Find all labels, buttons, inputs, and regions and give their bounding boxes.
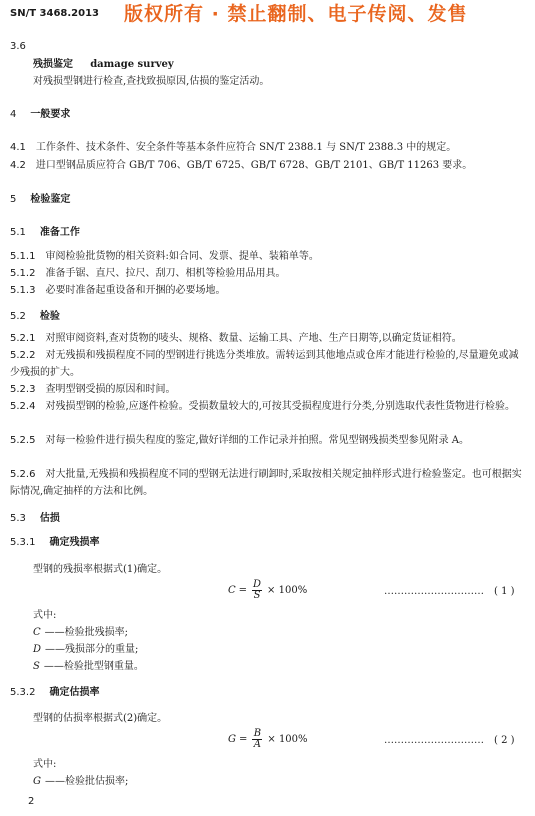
section-5-heading: 5 检验鉴定 bbox=[10, 194, 71, 205]
formula-1-label: ( 1 ) bbox=[494, 586, 515, 597]
formula-2-label: ( 2 ) bbox=[494, 735, 515, 746]
formula-1-intro: 型钢的残损率根据式(1)确定。 bbox=[33, 564, 168, 575]
term-entry bbox=[33, 60, 174, 70]
clause-5-1-2: 5.1.2 准备手锯、直尺、拉尺、刮刀、相机等检验用品用具。 bbox=[10, 268, 286, 279]
clause-5-2-2: 5.2.2 对无残损和残损程度不同的型钢进行挑选分类堆放。需转运到其他地点或仓库才能进行检验的,尽量避免或减少残损的扩大。 bbox=[10, 350, 519, 378]
formula-1-var-c: C ——检验批残损率; bbox=[33, 627, 129, 638]
section-5-1-heading: 5.1 准备工作 bbox=[10, 227, 80, 238]
term-en: damage survey bbox=[90, 59, 174, 70]
clause-5-1-3: 5.1.3 必要时准备起重设备和开捆的必要场地。 bbox=[10, 285, 226, 296]
formula-2: G = $\frac{B}{A}$ × 100% bbox=[228, 728, 308, 750]
clause-5-2-1: 5.2.1 对照审阅资料,查对货物的唛头、规格、数量、运输工具、产地、生产日期等,以确定货证相符。 bbox=[10, 333, 462, 344]
formula-1-var-d: D ——残损部分的重量; bbox=[33, 644, 139, 655]
formula-2-leader-dots: ………………………… bbox=[384, 735, 484, 746]
formula-1-where: 式中: bbox=[33, 610, 57, 621]
section-3-6-number: 3.6 bbox=[10, 41, 26, 52]
formula-2-intro: 型钢的估损率根据式(2)确定。 bbox=[33, 713, 168, 724]
formula-1: C = $\frac{D}{S}$ × 100% bbox=[228, 579, 308, 601]
formula-2-var-g: G ——检验批估损率; bbox=[33, 776, 129, 787]
section-5-3-1-heading: 5.3.1 确定残损率 bbox=[10, 537, 100, 548]
formula-2-where: 式中: bbox=[33, 759, 57, 770]
section-5-2-heading: 5.2 检验 bbox=[10, 311, 60, 322]
section-5-3-heading: 5.3 估损 bbox=[10, 513, 60, 524]
clause-5-2-3: 5.2.3 查明型钢受损的原因和时间。 bbox=[10, 384, 176, 395]
clause-5-2-6: 5.2.6 对大批量,无残损和残损程度不同的型钢无法进行刷卸时,采取按相关规定抽样形式进行检验鉴定。也可根据实际情况,确定抽样的方法和比例。 bbox=[10, 469, 522, 497]
clause-5-1-1: 5.1.1 审阅检验批货物的相关资料:如合同、发票、提单、装箱单等。 bbox=[10, 251, 319, 262]
term-definition: 对残损型钢进行检查,查找致损原因,估损的鉴定活动。 bbox=[33, 76, 270, 87]
clause-5-2-5: 5.2.5 对每一检验件进行损失程度的鉴定,做好详细的工作记录并拍照。常见型钢残损类型参见附录 A。 bbox=[10, 435, 470, 446]
clause-4-2: 4.2 进口型钢品质应符合 GB/T 706、GB/T 6725、GB/T 6728、GB/T 2101、GB/T 11263 要求。 bbox=[10, 160, 473, 171]
doc-code: SN/T 3468.2013 bbox=[10, 8, 100, 19]
clause-4-1: 4.1 工作条件、技术条件、安全条件等基本条件应符合 SN/T 2388.1 与 SN/T 2388.3 中的规定。 bbox=[10, 142, 457, 153]
copyright-watermark: 版权所有 · 禁止翻制、电子传阅、发售 bbox=[124, 3, 468, 25]
formula-1-leader-dots: ………………………… bbox=[384, 586, 484, 597]
clause-5-2-4: 5.2.4 对残损型钢的检验,应逐件检验。受损数量较大的,可按其受损程度进行分类,分别选取代表性货物进行检验。 bbox=[10, 401, 515, 412]
formula-1-var-s: S ——检验批型钢重量。 bbox=[33, 661, 144, 672]
section-4-heading: 4 一般要求 bbox=[10, 109, 71, 120]
term-cn: 残损鉴定 bbox=[33, 59, 73, 70]
formula-2-fraction: $\frac{B}{A}$ bbox=[253, 728, 262, 750]
section-5-3-2-heading: 5.3.2 确定估损率 bbox=[10, 687, 100, 698]
formula-1-fraction: $\frac{D}{S}$ bbox=[253, 579, 262, 601]
page-number: 2 bbox=[28, 796, 35, 807]
